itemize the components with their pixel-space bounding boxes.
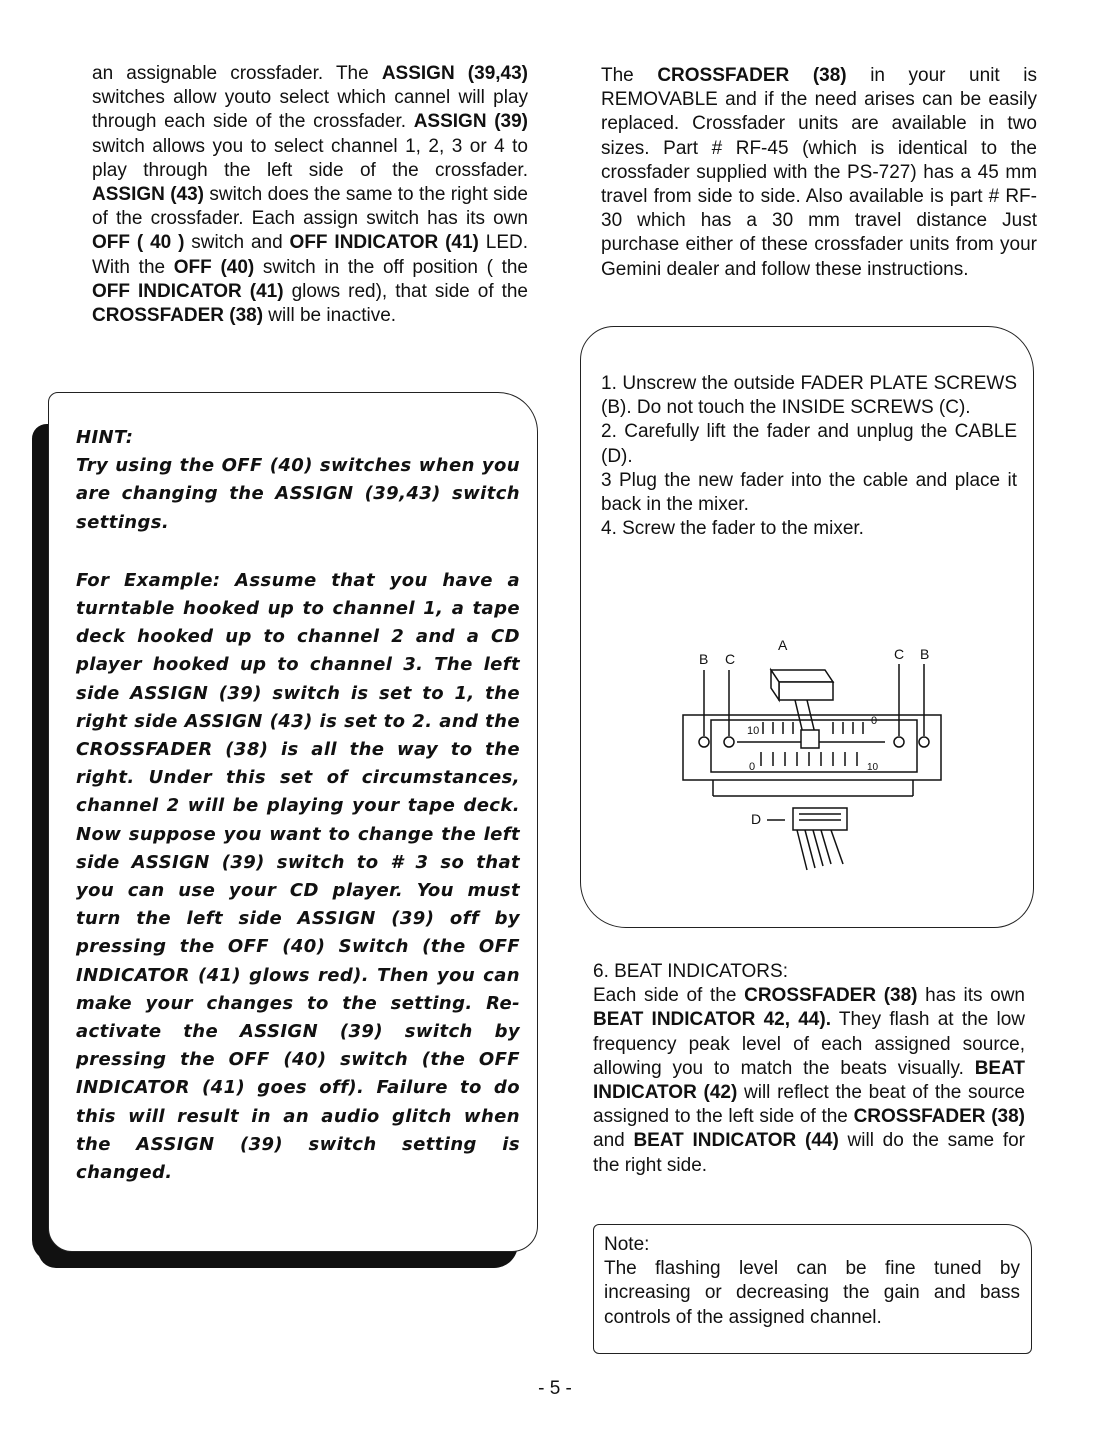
note-body: The flashing level can be fine tuned by increasing or decreasing the gain and bass controls of the assigned channel. <box>604 1258 1020 1328</box>
scale-bottom-right-label: 10 <box>867 762 879 773</box>
hint-title: HINT: <box>76 427 134 448</box>
replacement-steps <box>601 372 1017 541</box>
note-title: Note: <box>604 1234 650 1255</box>
crossfader-paragraph: The CROSSFADER (38) in your unit is REMOVABLE and if the need arises can be easily replaced. Crossfader units are available in two sizes. Part # RF-45 (which is identical to the crossfader supplied with the PS-727) has a 45 mm travel from side to side. Also available is part # RF-30 which has a 30 mm travel distance Just purchase either of these crossfader units from your Gemini dealer and follow these instructions. <box>601 65 1037 280</box>
diagram-label-a: A <box>778 637 788 653</box>
bold-term: OFF ( 40 ) <box>92 232 185 254</box>
diagram-label-c-left: C <box>725 651 736 667</box>
bold-term: OFF INDICATOR (41) <box>92 280 284 302</box>
diagram-label-b-left: B <box>699 651 709 667</box>
diagram-label-b-right: B <box>920 646 930 662</box>
crossfader-intro <box>601 64 1037 282</box>
diagram-label-d: D <box>751 811 762 827</box>
scale-bottom-left-label: 0 <box>749 761 756 773</box>
bold-term: CROSSFADER (38) <box>744 985 918 1007</box>
step-4: 4. Screw the fader to the mixer. <box>601 518 864 540</box>
scale-top-left-label: 10 <box>747 725 760 737</box>
bold-term: CROSSFADER (38) <box>657 65 847 86</box>
assign-description <box>92 62 528 328</box>
beat-heading: 6. BEAT INDICATORS: <box>593 961 788 982</box>
bold-term: ASSIGN (43) <box>92 184 205 206</box>
bold-term: BEAT INDICATOR 42, 44). <box>593 1009 831 1031</box>
step-2: 2. Carefully lift the fader and unplug the CABLE (D). <box>601 421 1017 467</box>
bold-term: OFF INDICATOR (41) <box>289 232 479 254</box>
bold-term: OFF (40) <box>173 256 255 278</box>
crossfader-diagram <box>675 630 950 875</box>
hint-content <box>76 424 520 1187</box>
step-3: 3 Plug the new fader into the cable and place it back in the mixer. <box>601 469 1017 516</box>
page-number: - 5 - <box>538 1378 572 1399</box>
note-content <box>604 1233 1020 1330</box>
fader-cable <box>713 780 913 870</box>
diagram-label-c-right: C <box>894 646 905 662</box>
scale-top-right-label: 0 <box>871 715 878 727</box>
fader-knob <box>771 670 833 748</box>
step-1: 1. Unscrew the outside FADER PLATE SCREWS (B). Do not touch the INSIDE SCREWS (C). <box>601 373 1017 419</box>
bold-term: BEAT INDICATOR (42) <box>593 1057 1025 1104</box>
bold-term: CROSSFADER (38) <box>92 305 264 327</box>
beat-indicators-section <box>593 960 1025 1178</box>
bold-term: BEAT INDICATOR (44) <box>633 1130 839 1152</box>
assign-paragraph: an assignable crossfader. The ASSIGN (39,43) switches allow youto select which cannel will play through each side of the crossfader. ASSIGN (39) switch allows you to select channel 1, 2, 3 or 4 to play through the left side of the crossfader. ASSIGN (43) switch does the same to the right side of the crossfader. Each assign switch has its own OFF ( 40 ) switch and OFF INDICATOR (41) LED. With the OFF (40) switch in the off position ( the OFF INDICATOR (41) glows red), that side of the CROSSFADER (38) will be inactive. <box>92 63 529 327</box>
hint-tip: Try using the OFF (40) switches when you are changing the ASSIGN (39,43) switch settings. <box>76 455 520 533</box>
bold-term: CROSSFADER (38) <box>853 1106 1025 1128</box>
hint-example: For Example: Assume that you have a turntable hooked up to channel 1, a tape deck hooked up to channel 2 and a CD player hooked up to channel 3. The left side ASSIGN (39) switch is set to 1, the right side ASSIGN (43) is set to 2. and the CROSSFADER (38) is all the way to the right. Under this set of circumstances, channel 2 will be playing your tape deck. Now suppose you want to change the left side ASSIGN (39) switch to # 3 so that you can use your CD player. You must turn the left side ASSIGN (39) off by pressing the OFF (40) Switch (the OFF INDICATOR (41) glows red). Then you can make your changes to the setting. Re-activate the ASSIGN (39) switch by pressing the OFF (40) switch (the OFF INDICATOR (41) goes off). Failure to do this will result in an audio glitch when the ASSIGN (39) switch setting is changed. <box>76 569 520 1184</box>
bold-term: ASSIGN (39) <box>413 111 529 133</box>
beat-paragraph: Each side of the CROSSFADER (38) has its own BEAT INDICATOR 42, 44). They flash at the low frequency peak level of each assigned source, allowing you to match the beats visually. BEAT INDICATOR (42) will reflect the beat of the source assigned to the left side of the CROSSFADER (38) and BEAT INDICATOR (44) will do the same for the right side. <box>593 985 1026 1176</box>
fader-scale-bottom <box>749 752 879 773</box>
bold-term: ASSIGN (39,43) <box>381 63 529 84</box>
